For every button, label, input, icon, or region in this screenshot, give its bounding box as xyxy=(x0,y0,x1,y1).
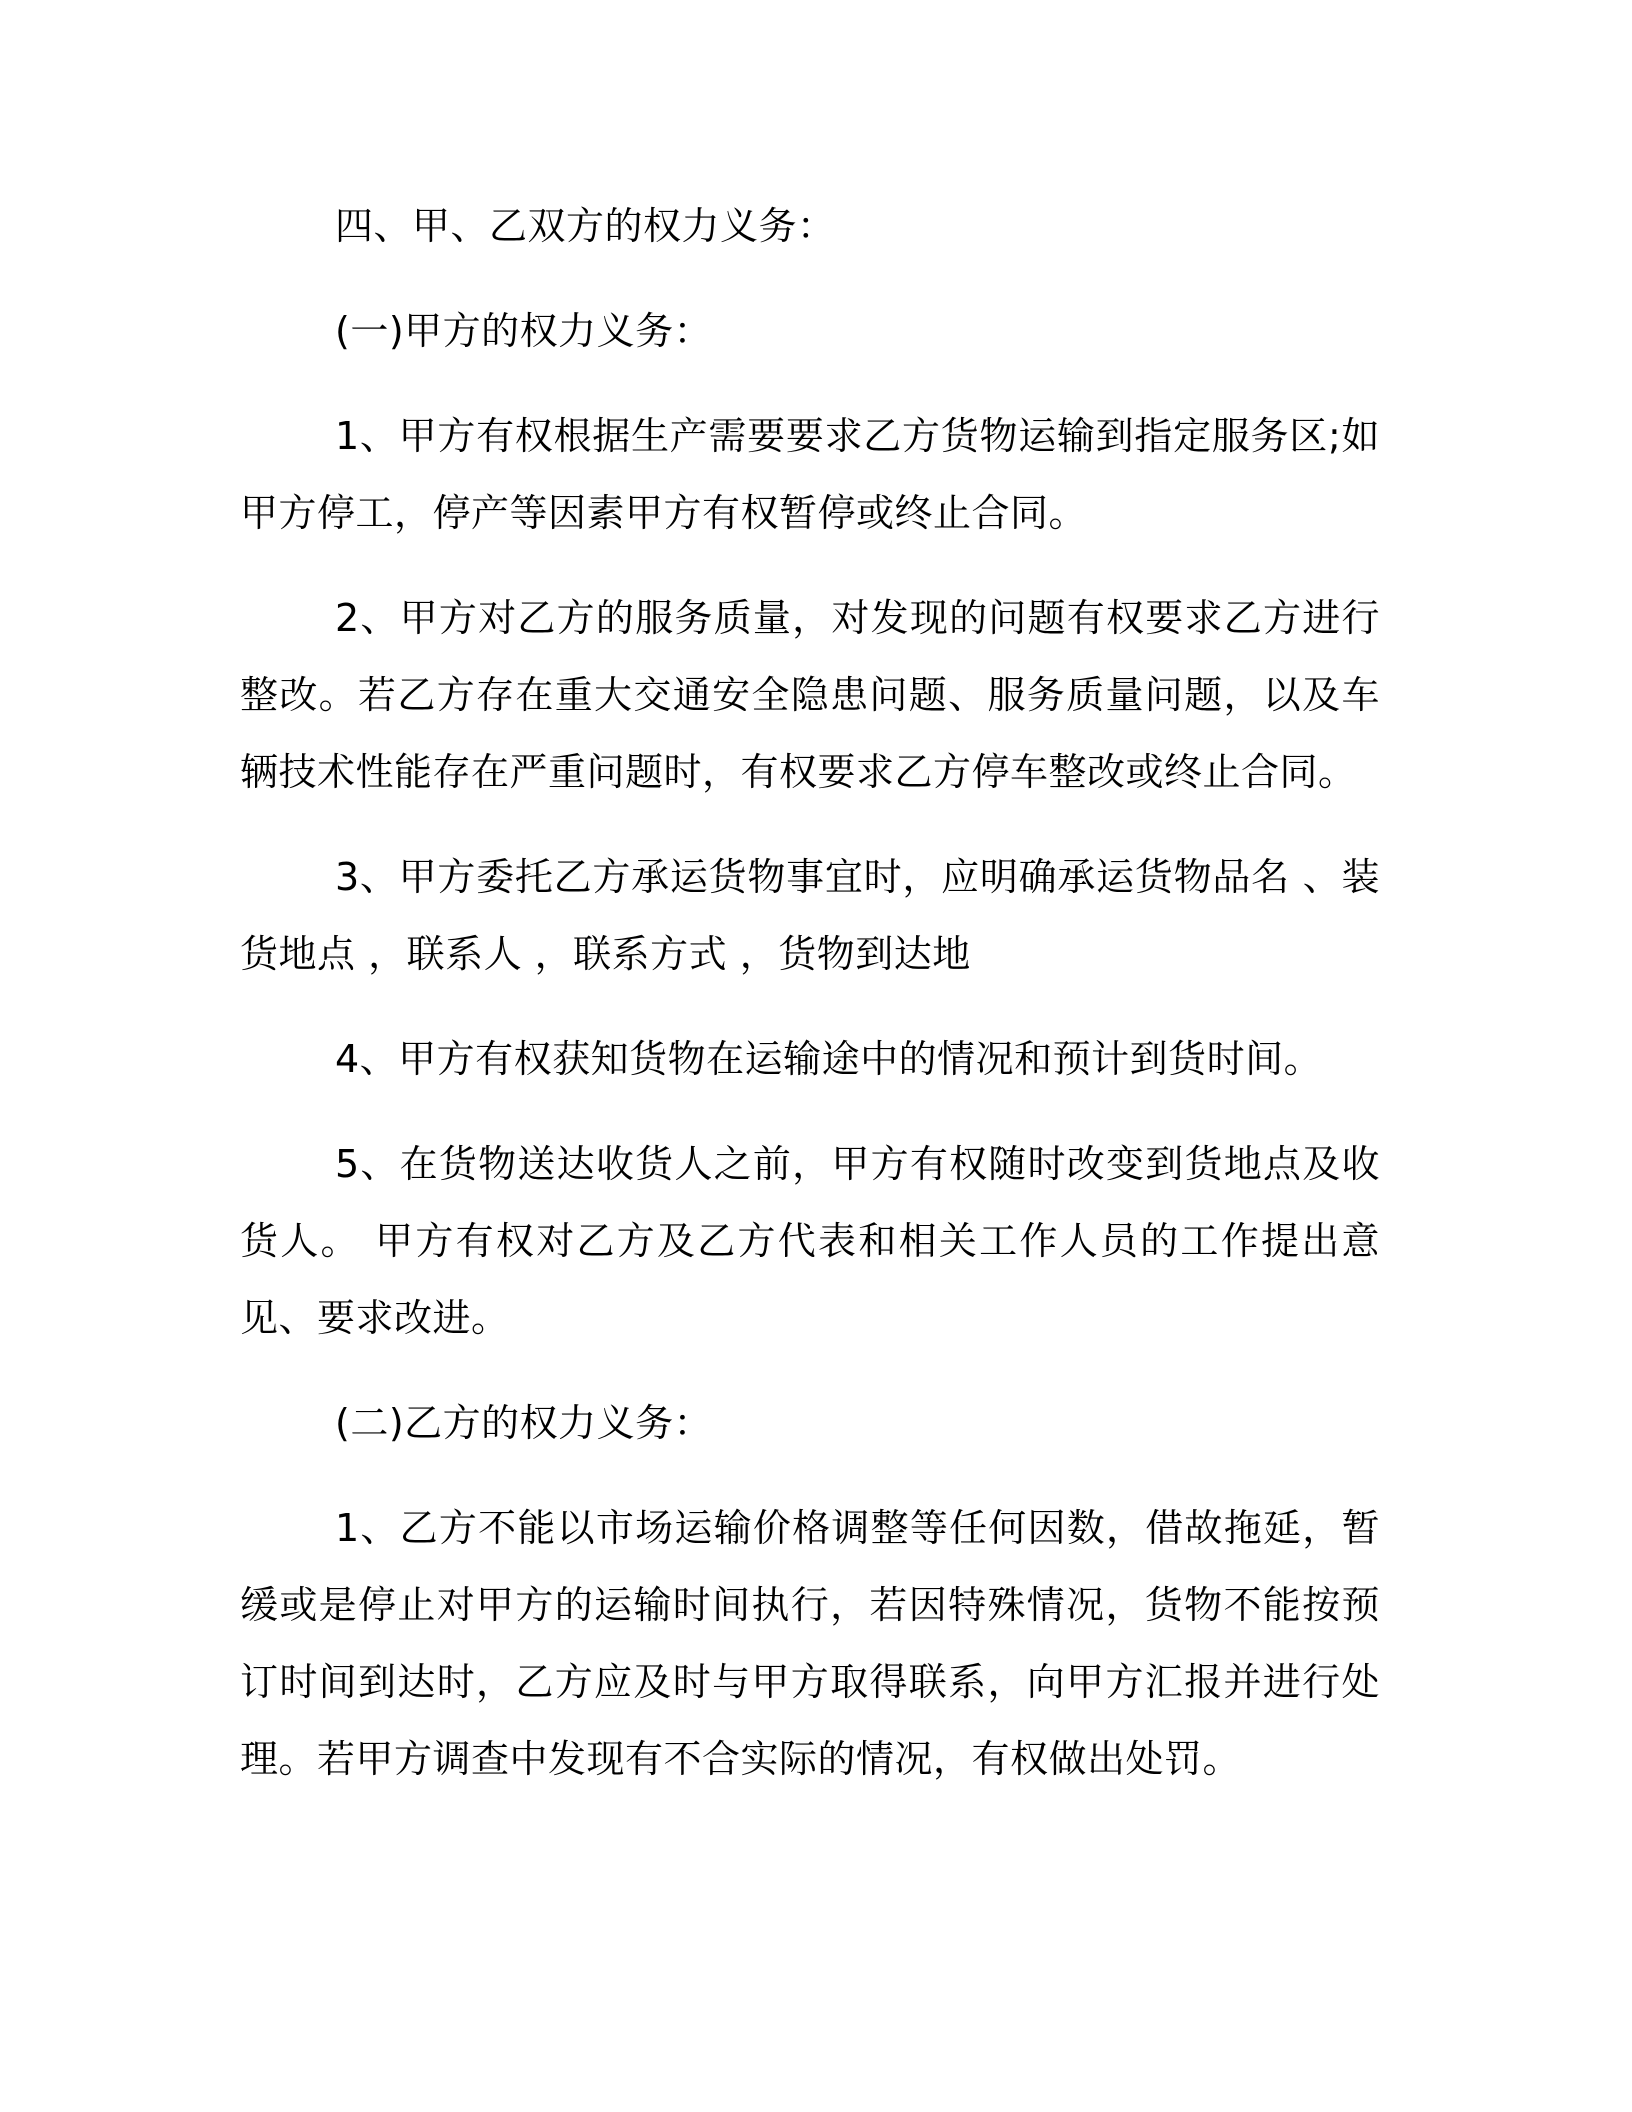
clause-a-5: 5、在货物送达收货人之前，甲方有权随时改变到货地点及收货人。 甲方有权对乙方及乙方代表和相关工作人员的工作提出意见、要求改进。 xyxy=(240,1142,1380,1340)
document-body xyxy=(240,188,1380,1826)
clause-a-1: 1、甲方有权根据生产需要要求乙方货物运输到指定服务区;如甲方停工，停产等因素甲方有权暂停或终止合同。 xyxy=(240,414,1380,535)
subsection-heading-party-a: (一)甲方的权力义务： xyxy=(335,309,713,353)
clause-a-3: 3、甲方委托乙方承运货物事宜时，应明确承运货物品名 、装货地点 ，联系人 ，联系方式 ，货物到达地 xyxy=(240,855,1380,976)
section-heading: 四、甲、乙双方的权力义务： xyxy=(335,204,836,248)
clause-a-2: 2、甲方对乙方的服务质量，对发现的问题有权要求乙方进行整改。若乙方存在重大交通安全隐患问题、服务质量问题，以及车辆技术性能存在严重问题时，有权要求乙方停车整改或终止合同。 xyxy=(240,596,1380,794)
clause-a-4: 4、甲方有权获知货物在运输途中的情况和预计到货时间。 xyxy=(335,1037,1323,1081)
clause-b-1: 1、乙方不能以市场运输价格调整等任何因数，借故拖延，暂缓或是停止对甲方的运输时间执行，若因特殊情况，货物不能按预订时间到达时，乙方应及时与甲方取得联系，向甲方汇报并进行处理。若甲方调查中发现有不合实际的情况，有权做出处罚。 xyxy=(240,1506,1380,1781)
subsection-heading-party-b: (二)乙方的权力义务： xyxy=(335,1401,713,1445)
